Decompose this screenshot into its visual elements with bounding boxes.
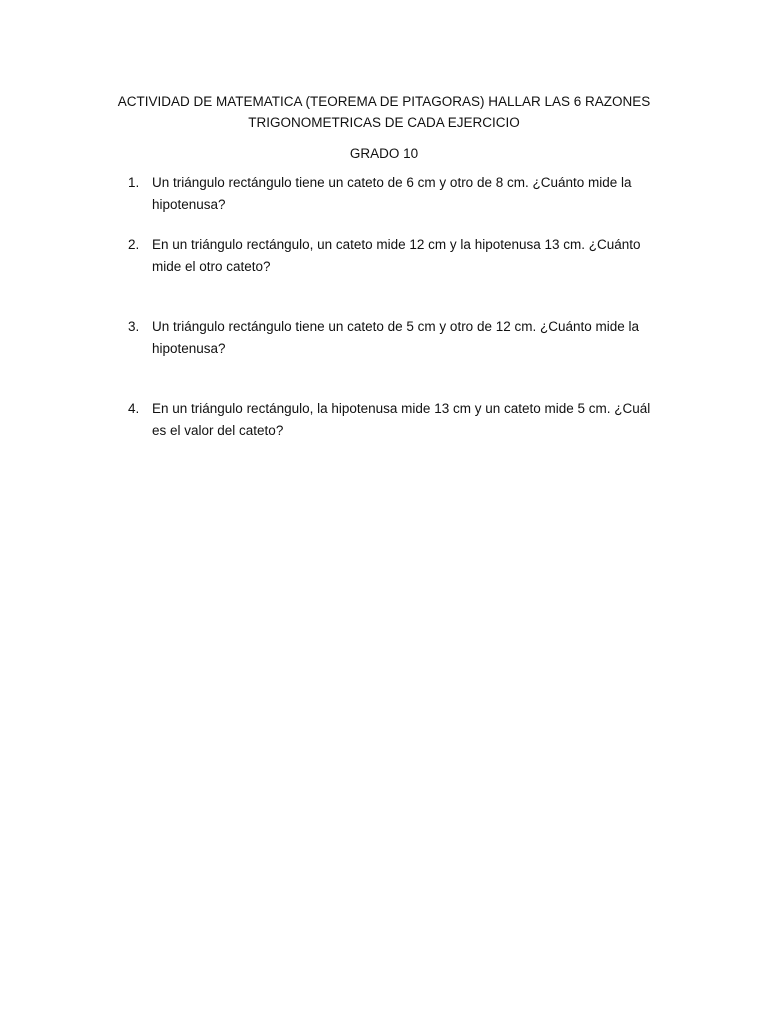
question-number: 2. (128, 237, 140, 252)
question-text: En un triángulo rectángulo, la hipotenusa mide 13 cm y un cateto mide 5 cm. ¿Cuál es el valor del cateto? (152, 401, 651, 438)
page-title (100, 91, 668, 133)
question-number: 3. (128, 319, 140, 334)
question-number: 4. (128, 401, 140, 416)
question-item (128, 398, 658, 441)
title-line-2: TRIGONOMETRICAS DE CADA EJERCICIO (248, 115, 520, 130)
question-item (128, 234, 658, 277)
title-line-1: ACTIVIDAD DE MATEMATICA (TEOREMA DE PITAGORAS) HALLAR LAS 6 RAZONES (117, 94, 651, 109)
question-item (128, 316, 658, 359)
question-text: Un triángulo rectángulo tiene un cateto de 6 cm y otro de 8 cm. ¿Cuánto mide la hipotenusa? (152, 175, 632, 212)
question-text: Un triángulo rectángulo tiene un cateto de 5 cm y otro de 12 cm. ¿Cuánto mide la hipotenusa? (152, 319, 640, 356)
question-text: En un triángulo rectángulo, un cateto mide 12 cm y la hipotenusa 13 cm. ¿Cuánto mide el otro cateto? (152, 237, 641, 274)
grade-label: GRADO 10 (349, 146, 419, 161)
question-item (128, 172, 658, 215)
question-number: 1. (128, 175, 140, 190)
